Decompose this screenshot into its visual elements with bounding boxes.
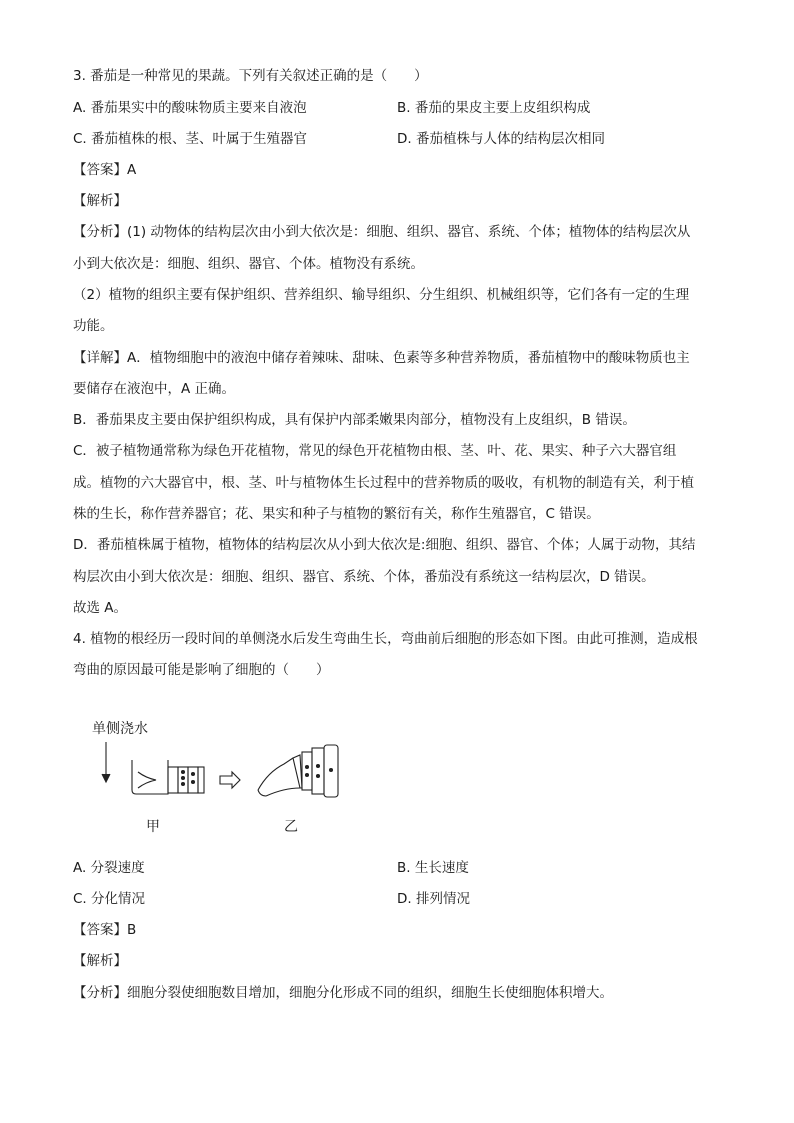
- cell-nucleus: [330, 769, 333, 772]
- cell-nucleus: [182, 783, 185, 786]
- q3-xiangjie-line: D．番茄植株属于植物，植物体的结构层次从小到大依次是:细胞、组织、器官、个体；人属于动物，其结: [73, 537, 696, 553]
- root-yi-outline: [258, 758, 293, 790]
- q4-option-a: A. 分裂速度: [73, 860, 145, 876]
- root-jia-outline: [132, 760, 168, 794]
- cell-nucleus: [306, 766, 309, 769]
- q3-fenxi-line: （2）植物的组织主要有保护组织、营养组织、输导组织、分生组织、机械组织等，它们各有一定的生理: [73, 287, 690, 303]
- cell-nucleus: [192, 781, 195, 784]
- cell-nucleus: [317, 775, 320, 778]
- cell-nucleus: [317, 765, 320, 768]
- q3-xiangjie-line: 株的生长，称作营养器官；花、果实和种子与植物的繁衍有关，称作生殖器官，C 错误。: [73, 506, 600, 522]
- cell-nucleus: [306, 774, 309, 777]
- q3-fenxi-line: 小到大依次是：细胞、组织、器官、个体。植物没有系统。: [73, 256, 424, 272]
- cell-nucleus: [182, 771, 185, 774]
- root-jia-tip: [138, 772, 156, 788]
- q4-jiexi-heading: 【解析】: [73, 953, 127, 969]
- root-yi-cell: [293, 755, 302, 788]
- root-yi-tip: [258, 790, 266, 796]
- q3-conclusion: 故选 A。: [73, 600, 128, 616]
- q3-xiangjie-line: 要储存在液泡中，A 正确。: [73, 381, 236, 397]
- q4-option-c: C. 分化情况: [73, 891, 146, 907]
- q3-xiangjie-line: B．番茄果皮主要由保护组织构成，具有保护内部柔嫩果肉部分，植物没有上皮组织，B 错误。: [73, 412, 636, 428]
- q4-option-b: B. 生长速度: [397, 860, 469, 876]
- q4-stem-line: 弯曲的原因最可能是影响了细胞的（ ）: [73, 662, 330, 678]
- figure-label-water: 单侧浇水: [92, 721, 148, 737]
- q3-option-b: B. 番茄的果皮主要上皮组织构成: [397, 100, 591, 116]
- figure-label-yi: 乙: [284, 819, 298, 835]
- figure-label-jia: 甲: [146, 819, 160, 835]
- root-jia-cell: [198, 767, 204, 793]
- cell-nucleus: [192, 773, 195, 776]
- q3-fenxi-line: 【分析】(1) 动物体的结构层次由小到大依次是：细胞、组织、器官、系统、个体；植物体的结构层次从: [73, 224, 691, 240]
- q3-xiangjie-line: 【详解】A．植物细胞中的液泡中储存着辣味、甜味、色素等多种营养物质，番茄植物中的酸味物质也主: [73, 350, 690, 366]
- root-cells-diagram: [88, 712, 368, 842]
- q3-answer: 【答案】A: [73, 162, 137, 178]
- q3-option-a: A. 番茄果实中的酸味物质主要来自液泡: [73, 100, 307, 116]
- q3-jiexi-heading: 【解析】: [73, 193, 127, 209]
- q3-xiangjie-line: 成。植物的六大器官中，根、茎、叶与植物体生长过程中的营养物质的吸收，有机物的制造有关，利于植: [73, 475, 694, 491]
- root-yi-cell: [302, 752, 312, 790]
- cell-nucleus: [182, 777, 185, 780]
- root-jia-cell: [168, 767, 178, 793]
- root-yi-cell: [312, 748, 324, 794]
- q3-option-c: C. 番茄植株的根、茎、叶属于生殖器官: [73, 131, 308, 147]
- q3-stem: 3. 番茄是一种常见的果蔬。下列有关叙述正确的是（ ）: [73, 68, 428, 84]
- q3-fenxi-line: 功能。: [73, 318, 114, 334]
- q3-option-d: D. 番茄植株与人体的结构层次相同: [397, 131, 605, 147]
- q4-fenxi: 【分析】细胞分裂使细胞数目增加，细胞分化形成不同的组织，细胞生长使细胞体积增大。: [73, 985, 613, 1001]
- transition-arrow: [220, 772, 240, 788]
- q4-stem-line: 4. 植物的根经历一段时间的单侧浇水后发生弯曲生长，弯曲前后细胞的形态如下图。由此可推测，造成根: [73, 631, 698, 647]
- water-arrow-head: [102, 774, 110, 782]
- root-bending-figure: [88, 712, 368, 842]
- q3-xiangjie-line: 构层次由小到大依次是：细胞、组织、器官、系统、个体，番茄没有系统这一结构层次，D 错误。: [73, 569, 655, 585]
- q4-answer: 【答案】B: [73, 922, 137, 938]
- q4-option-d: D. 排列情况: [397, 891, 470, 907]
- q3-xiangjie-line: C．被子植物通常称为绿色开花植物，常见的绿色开花植物由根、茎、叶、花、果实、种子六大器官组: [73, 443, 677, 459]
- root-yi-outline: [266, 788, 300, 796]
